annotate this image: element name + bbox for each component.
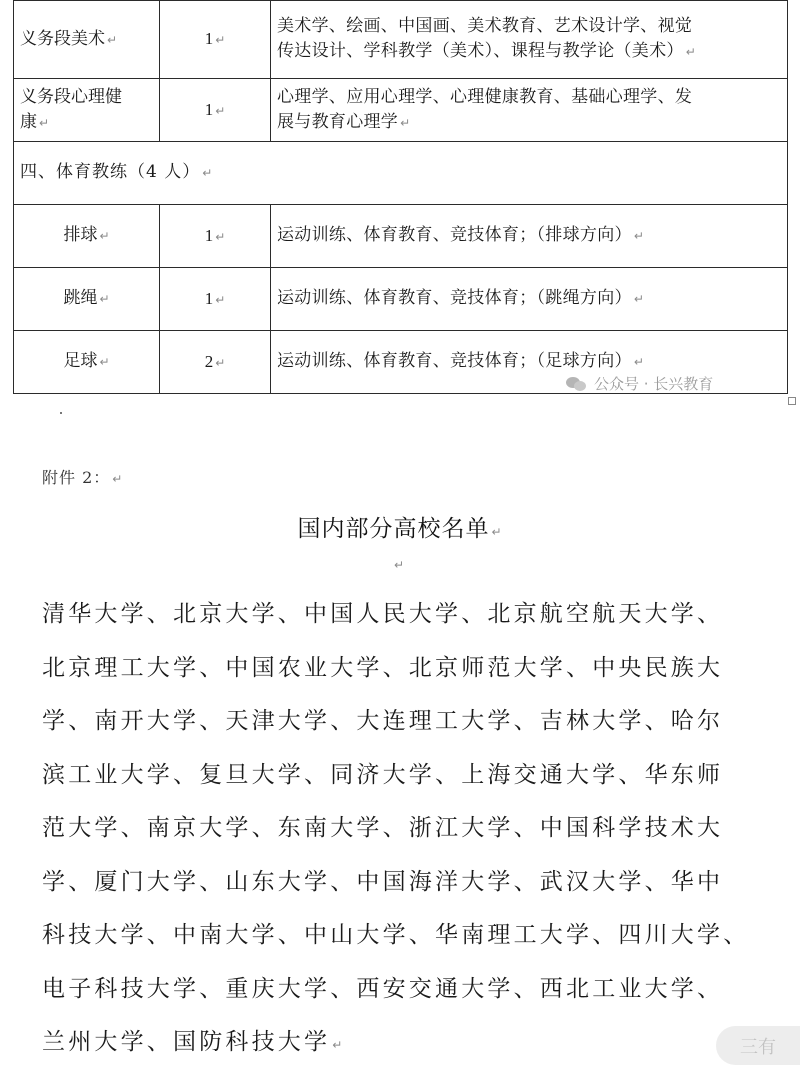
position-majors-cell [271, 79, 788, 142]
position-name: 义务段美术 [20, 28, 105, 49]
position-name-cell [14, 1, 160, 79]
position-majors-line: 美术学、绘画、中国画、美术教育、艺术设计学、视觉 [277, 16, 693, 36]
wechat-icon [566, 376, 588, 392]
table-row [14, 205, 788, 268]
sport-name: 排球 [63, 225, 98, 245]
position-majors-line: 心理学、应用心理学、心理健康教育、基础心理学、发 [277, 86, 693, 107]
attachment-label [42, 465, 123, 488]
university-list-line: 清华大学、北京大学、中国人民大学、北京航空航天大学、 [42, 601, 724, 627]
paragraph-mark: ↵ [215, 229, 226, 244]
paragraph-mark: ↵ [202, 166, 214, 180]
paragraph-mark: ↵ [112, 472, 124, 486]
table-row [14, 268, 788, 331]
positions-table [13, 0, 788, 394]
position-name-line: 义务段心理健 [20, 86, 122, 107]
section-header: 四、体育教练（4 人） [20, 162, 201, 182]
sport-majors: 运动训练、体育教育、竞技体育；（跳绳方向） [277, 288, 632, 308]
sport-name-cell [14, 268, 160, 331]
section-header-cell [14, 142, 788, 205]
corner-badge-text: 三有 [740, 1036, 776, 1058]
position-name-cell [14, 79, 160, 142]
table-row [14, 1, 788, 79]
university-list-last-line: 兰州大学、国防科技大学 [42, 1029, 331, 1055]
paragraph-mark: ↵ [99, 229, 110, 243]
paragraph-mark: ↵ [633, 229, 645, 243]
corner-badge[interactable] [716, 1026, 800, 1065]
paragraph-mark: ↵ [633, 292, 645, 306]
university-list-line: 北京理工大学、中国农业大学、北京师范大学、中央民族大 [42, 654, 724, 681]
sport-count: 1 [204, 225, 214, 245]
paragraph-mark: ↵ [215, 103, 226, 118]
paragraph-mark: ↵ [215, 33, 226, 47]
sport-majors: 运动训练、体育教育、竞技体育；（足球方向） [277, 351, 632, 371]
sport-name: 足球 [63, 351, 98, 371]
position-count-cell [160, 79, 271, 142]
watermark-text: 公众号 · 长兴教育 [594, 375, 714, 393]
watermark [566, 373, 713, 394]
paragraph-mark: ↵ [99, 292, 110, 306]
sport-name-cell [14, 331, 160, 394]
attachment-label-text: 附件 2： [42, 468, 111, 487]
paragraph-mark: ↵ [332, 1038, 346, 1052]
sport-majors-cell [271, 268, 788, 331]
university-list-line: 滨工业大学、复旦大学、同济大学、上海交通大学、华东师 [42, 761, 724, 788]
position-majors-line: 展与教育心理学 [277, 111, 399, 132]
paragraph-mark: ↵ [99, 355, 110, 369]
paragraph-mark: ↵ [685, 45, 697, 59]
university-list-line: 范大学、南京大学、东南大学、浙江大学、中国科学技术大 [42, 815, 724, 841]
university-list-line: 学、厦门大学、山东大学、中国海洋大学、武汉大学、华中 [42, 868, 724, 895]
paragraph-mark: ↵ [400, 115, 411, 130]
university-list-line: 学、南开大学、天津大学、大连理工大学、吉林大学、哈尔 [42, 708, 724, 734]
positions-table-wrap [13, 0, 787, 394]
university-list-line [42, 1016, 762, 1070]
paragraph-mark: ↵ [491, 525, 503, 539]
sport-count: 1 [204, 288, 214, 308]
sport-count-cell [160, 205, 271, 268]
university-list-line: 科技大学、中南大学、中山大学、华南理工大学、四川大学、 [42, 922, 750, 948]
paragraph-mark: ↵ [215, 355, 226, 370]
section-header-row [14, 142, 788, 205]
paragraph-mark: ↵ [107, 32, 118, 47]
position-majors-cell [271, 1, 788, 79]
position-name-line: 康 [20, 111, 37, 132]
position-count: 1 [204, 99, 214, 119]
paragraph-mark: ↵ [633, 355, 645, 369]
table-row [14, 79, 788, 142]
university-list [42, 588, 762, 1070]
document-title [0, 510, 800, 543]
paragraph-mark: ↵ [39, 115, 50, 130]
sport-name-cell [14, 205, 160, 268]
sport-count: 2 [204, 351, 214, 371]
sport-majors-cell [271, 205, 788, 268]
university-list-line: 电子科技大学、重庆大学、西安交通大学、西北工业大学、 [42, 975, 724, 1002]
stray-dot [60, 412, 62, 414]
position-count-cell [160, 1, 271, 79]
document-title-text: 国内部分高校名单 [297, 516, 490, 542]
table-resize-handle[interactable] [788, 397, 796, 405]
sport-count-cell [160, 268, 271, 331]
sport-majors: 运动训练、体育教育、竞技体育；（排球方向） [277, 225, 632, 245]
paragraph-mark: ↵ [394, 558, 405, 572]
paragraph-mark: ↵ [215, 292, 226, 307]
position-majors-line: 传达设计、学科教学（美术）、课程与教学论（美术） [277, 41, 684, 61]
position-count: 1 [204, 29, 214, 48]
sport-name: 跳绳 [63, 288, 98, 308]
sport-count-cell [160, 331, 271, 394]
